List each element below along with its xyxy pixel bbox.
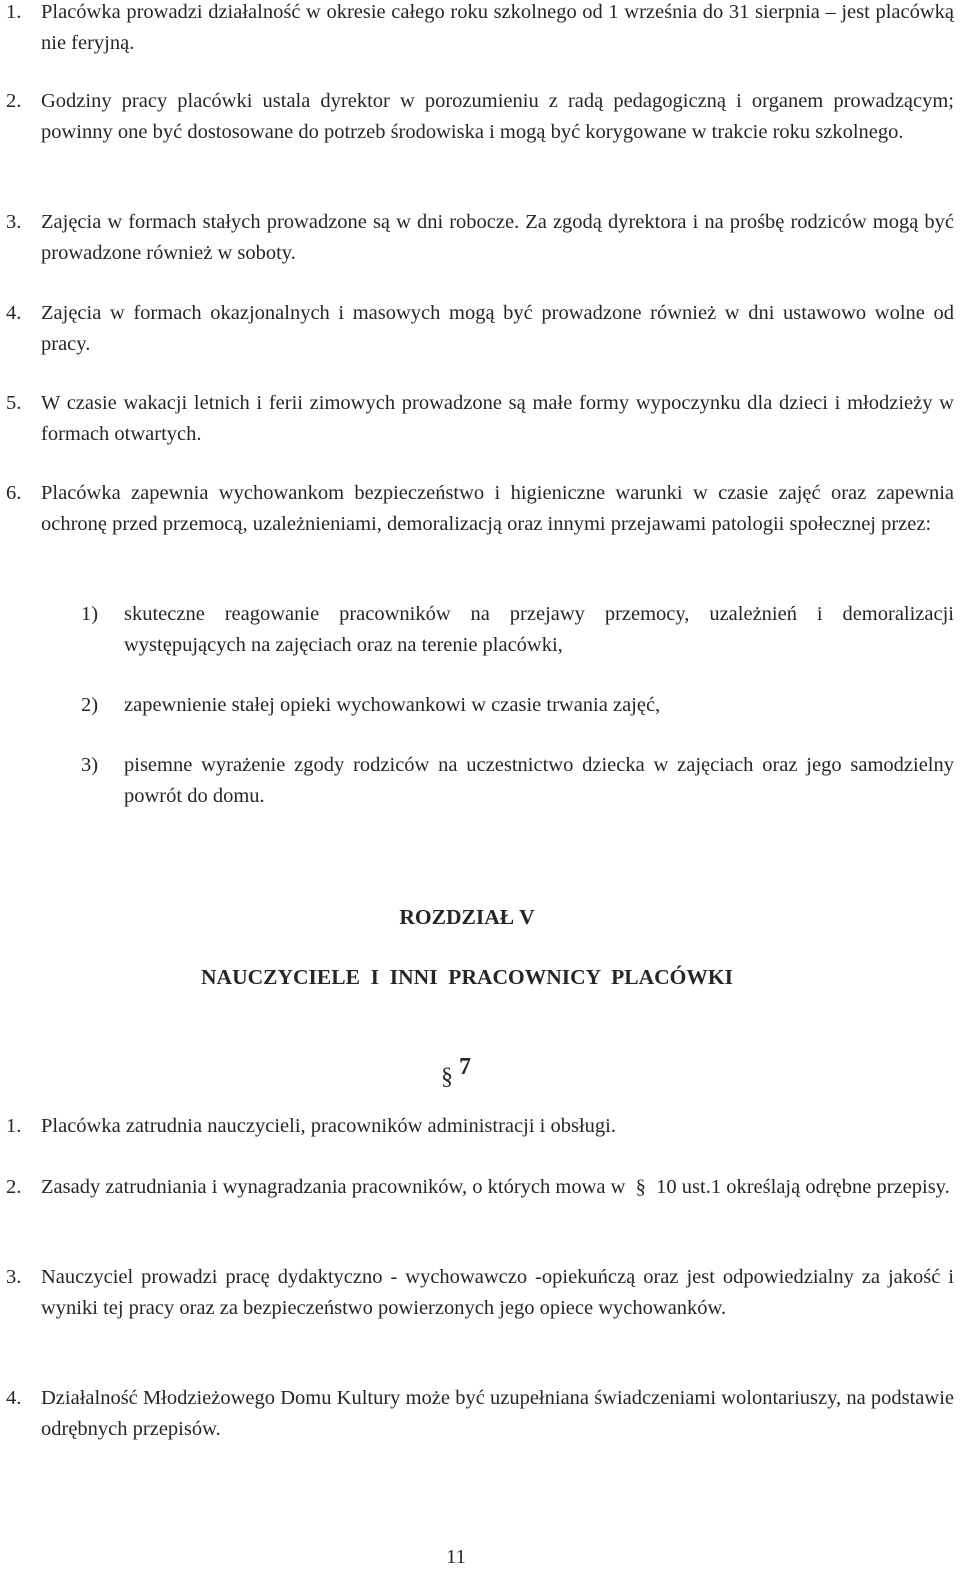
item-number: 3.: [6, 1266, 22, 1288]
item-number: 1.: [6, 1, 22, 23]
sub-list-item: [0, 599, 954, 660]
sub-list-item: [0, 750, 954, 811]
item-text: Zajęcia w formach okazjonalnych i masowych mogą być prowadzone również w dni ustawowo wolne od pracy.: [41, 302, 954, 355]
section-sign: §: [441, 1064, 453, 1090]
item-text: Zasady zatrudniania i wynagradzania pracowników, o których mowa w § 10 ust.1 określają odrębne przepisy.: [41, 1176, 950, 1198]
list-item: [0, 388, 954, 449]
item-text: Placówka prowadzi działalność w okresie całego roku szkolnego od 1 września do 31 sierpnia – jest placówką nie feryjną.: [41, 1, 954, 54]
item-text: Zajęcia w formach stałych prowadzone są w dni robocze. Za zgodą dyrektora i na prośbę rodziców mogą być prowadzone również w soboty.: [41, 211, 954, 264]
item-number: 2.: [6, 1176, 22, 1198]
item-number: 4.: [6, 1387, 22, 1409]
chapter-subtitle: NAUCZYCIELE I INNI PRACOWNICY PLACÓWKI: [201, 965, 733, 989]
item-number: 3.: [6, 211, 22, 233]
list-item: [0, 1111, 954, 1142]
item-number: 1.: [6, 1115, 22, 1137]
sub-item-text: skuteczne reagowanie pracowników na przejawy przemocy, uzależnień i demoralizacji występujących na zajęciach oraz na terenie placówki,: [124, 603, 954, 656]
list-item: [0, 0, 954, 58]
item-text: Nauczyciel prowadzi pracę dydaktyczno - wychowawczo -opiekuńczą oraz jest odpowiedzialny za jakość i wyniki tej pracy oraz za bezpieczeństwo powierzonych jego opiece wychowanków.: [41, 1266, 954, 1319]
item-text: W czasie wakacji letnich i ferii zimowych prowadzone są małe formy wypoczynku dla dzieci i młodzieży w formach otwartych.: [41, 392, 954, 445]
list-item: [0, 1383, 954, 1444]
item-number: 5.: [6, 392, 22, 414]
item-number: 6.: [6, 482, 22, 504]
item-text: Placówka zatrudnia nauczycieli, pracowników administracji i obsługi.: [41, 1115, 616, 1137]
item-number: 4.: [6, 302, 22, 324]
list-item: [0, 207, 954, 268]
list-item: [0, 1262, 954, 1323]
list-item: [0, 478, 954, 539]
item-text: Działalność Młodzieżowego Domu Kultury może być uzupełniana świadczeniami wolontariuszy, na podstawie odrębnych przepisów.: [41, 1387, 954, 1440]
item-number: 2.: [6, 90, 22, 112]
page-number: 11: [446, 1546, 466, 1568]
list-item: [0, 298, 954, 359]
sub-list-item: [0, 690, 954, 721]
chapter-title: ROZDZIAŁ V: [399, 905, 535, 929]
sub-item-number: 2): [81, 694, 99, 716]
list-item: [0, 1172, 954, 1203]
sub-item-number: 1): [81, 603, 99, 625]
sub-item-text: zapewnienie stałej opieki wychowankowi w czasie trwania zajęć,: [124, 694, 661, 716]
paragraph-marker: [441, 1051, 471, 1090]
list-item: [0, 86, 954, 147]
item-text: Placówka zapewnia wychowankom bezpieczeństwo i higieniczne warunki w czasie zajęć oraz zapewnia ochronę przed przemocą, uzależnieniami, demoralizacją oraz innymi przejawami patologii społecznej przez:: [41, 482, 954, 535]
item-text: Godziny pracy placówki ustala dyrektor w porozumieniu z radą pedagogiczną i organem prowadzącym; powinny one być dostosowane do potrzeb środowiska i mogą być korygowane w trakcie roku szkolnego.: [41, 90, 954, 143]
paragraph-number: 7: [459, 1054, 471, 1080]
sub-item-number: 3): [81, 754, 99, 776]
sub-item-text: pisemne wyrażenie zgody rodziców na uczestnictwo dziecka w zajęciach oraz jego samodzielny powrót do domu.: [124, 754, 954, 807]
